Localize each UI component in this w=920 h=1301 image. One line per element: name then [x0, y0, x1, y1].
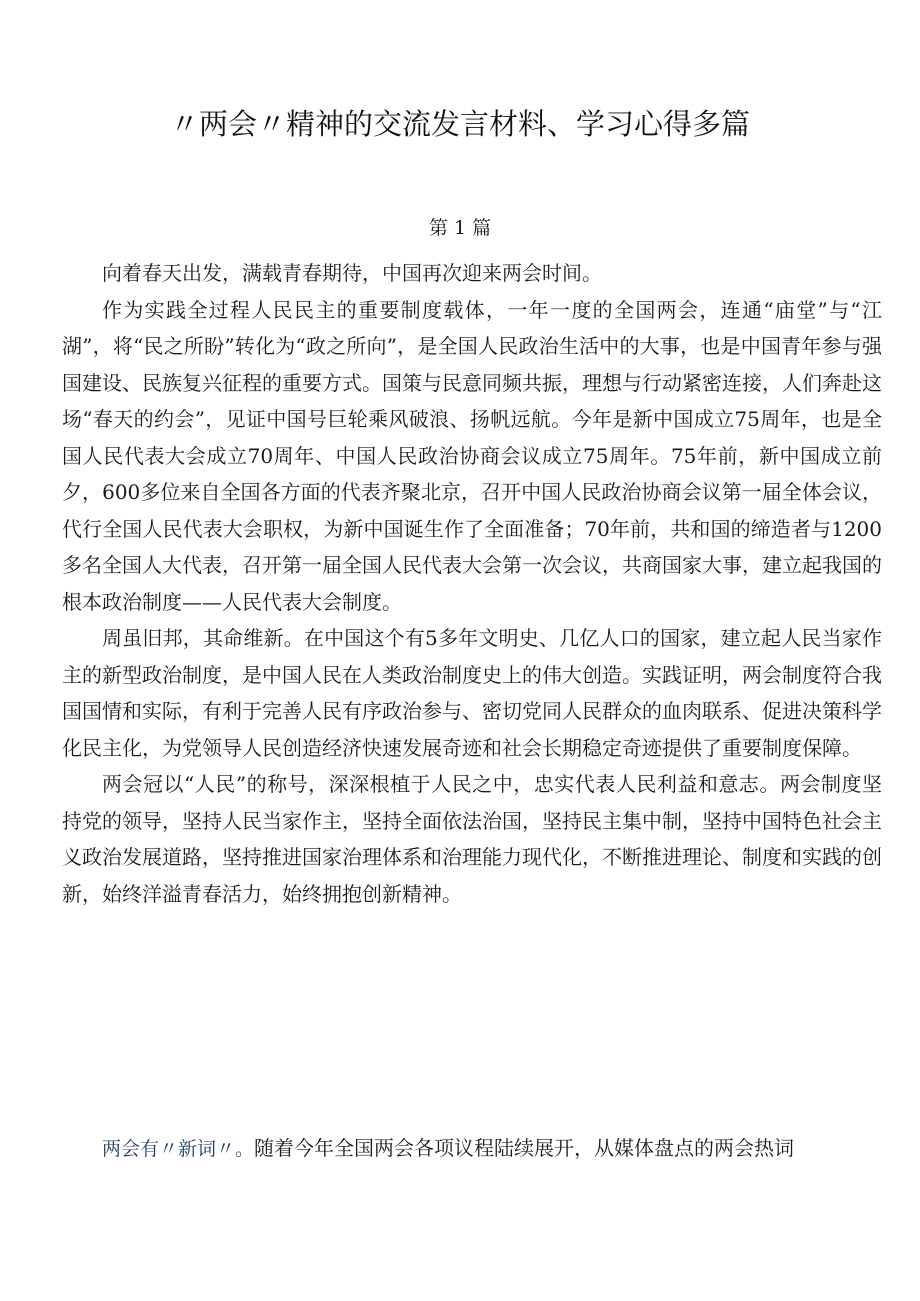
paragraph-lead-heading: 两会有〃新词〃。 — [102, 1138, 255, 1160]
paragraph-4: 两会冠以“人民”的称号，深深根植于人民之中，忠实代表人民利益和意志。两会制度坚持党的领导，坚持人民当家作主，坚持全面依法治国，坚持民主集中制，坚持中国特色社会主义政治发展道路，坚持推进国家治理体系和治理能力现代化，不断推进理论、制度和实践的创新，始终洋溢青春活力，始终拥抱创新精神。 — [62, 772, 882, 906]
paragraph-5 — [62, 1130, 882, 1168]
paragraph-1: 向着春天出发，满载青春期待，中国再次迎来两会时间。 — [102, 261, 602, 285]
paragraph-5-text: 随着今年全国两会各项议程陆续展开，从媒体盘点的两会热词 — [254, 1136, 795, 1160]
document-title: 〃两会〃精神的交流发言材料、学习心得多篇 — [169, 107, 750, 141]
paragraph-2: 作为实践全过程人民民主的重要制度载体，一年一度的全国两会，连通“庙堂”与“江湖”，将“民之所盼”转化为“政之所向”，是全国人民政治生活中的大事，也是中国青年参与强国建设、民族复兴征程的重要方式。国策与民意同频共振，理想与行动紧密连接，人们奔赴这场“春天的约会”，见证中国号巨轮乘风破浪、扬帆远航。今年是新中国成立75周年，也是全国人民代表大会成立70周年、中国人民政治协商会议成立75周年。75年前，新中国成立前夕，600多位来自全国各方面的代表齐聚北京，召开中国人民政治协商会议第一届全体会议，代行全国人民代表大会职权，为新中国诞生作了全面准备；70年前，共和国的缔造者与1200多名全国人大代表，召开第一届全国人民代表大会第一次会议，共商国家大事，建立起我国的根本政治制度——人民代表大会制度。 — [62, 297, 882, 614]
document-body — [62, 255, 882, 912]
paragraph-3: 周虽旧邦，其命维新。在中国这个有5多年文明史、几亿人口的国家，建立起人民当家作主的新型政治制度，是中国人民在人类政治制度史上的伟大创造。实践证明，两会制度符合我国国情和实际，有利于完善人民有序政治参与、密切党同人民群众的血肉联系、促进决策科学化民主化，为党领导人民创造经济快速发展奇迹和社会长期稳定奇迹提供了重要制度保障。 — [62, 626, 882, 760]
section-heading: 第 1 篇 — [428, 217, 492, 239]
